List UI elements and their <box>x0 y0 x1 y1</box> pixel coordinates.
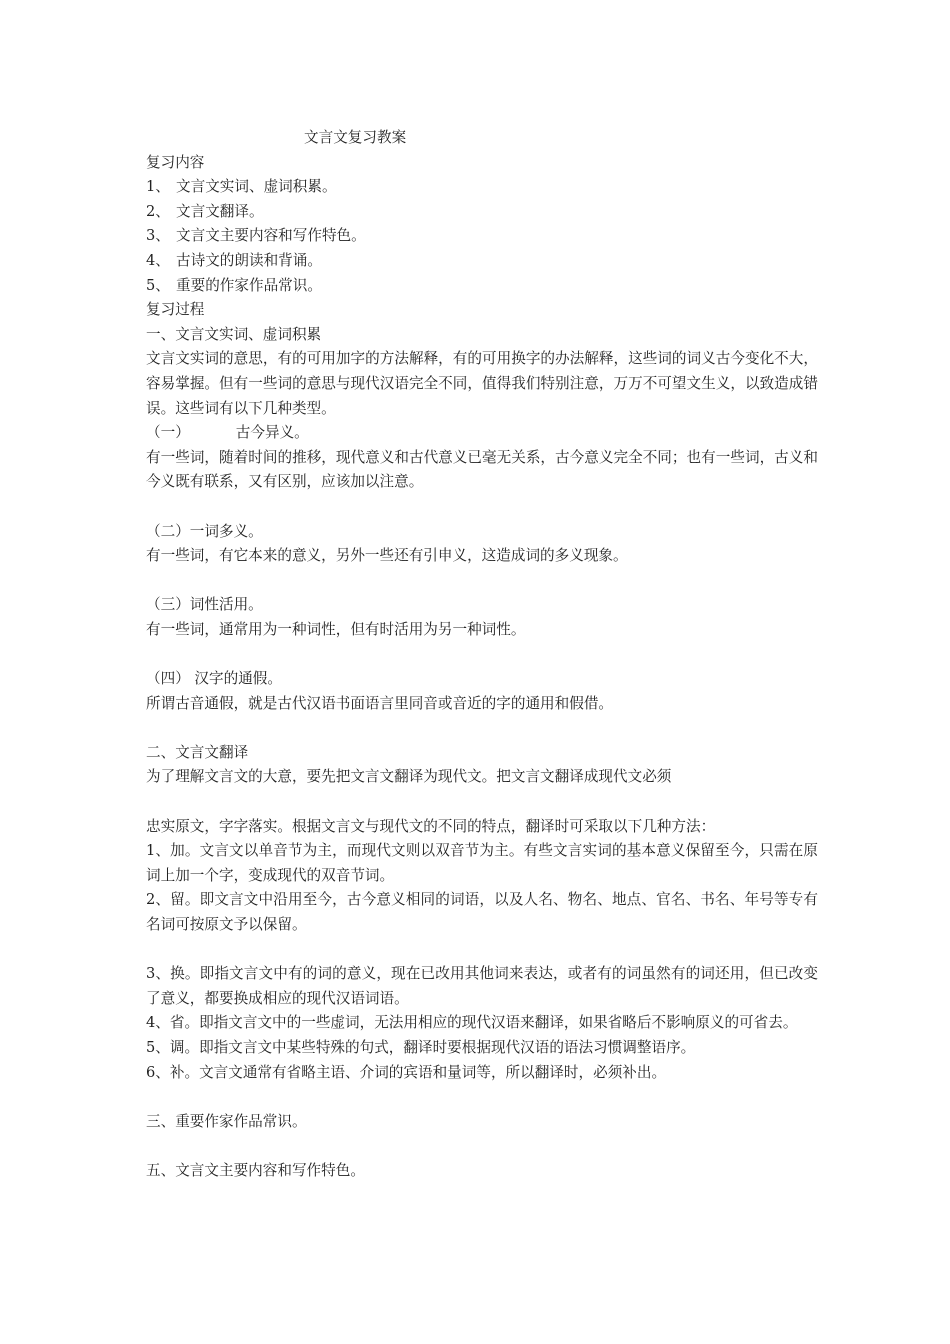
type-title: 汉字的通假。 <box>189 670 282 688</box>
type3-desc: 有一些词，通常用为一种词性，但有时活用为另一种词性。 <box>146 620 526 638</box>
method-supplement: 6、补。文言文通常有省略主语、介词的宾语和量词等，所以翻译时，必须补出。 <box>146 1063 667 1081</box>
section1-intro: 文言文实词的意思，有的可用加字的方法解释，有的可用换字的办法解释，这些词的词义古今变化不大，容易掌握。但有一些词的意思与现代汉语完全不同，值得我们特别注意，万万不可望文生义，以致造成错误。这些词有以下几种类型。 <box>146 350 818 417</box>
review-item-text: 文言文翻译。 <box>176 202 264 220</box>
document-title: 文言文复习教案 <box>304 129 407 146</box>
method-add: 1、加。文言文以单音节为主，而现代文则以双音节为主。有些文言实词的基本意义保留至今，只需在原词上加一个字，变成现代的双音节词。 <box>146 842 818 884</box>
type1-desc: 有一些词，随着时间的推移，现代意义和古代意义已毫无关系，古今意义完全不同；也有一些词，古义和今义既有联系，又有区别，应该加以注意。 <box>146 448 818 491</box>
type-label: （二） <box>146 522 190 540</box>
type-label: （四） <box>146 670 190 688</box>
type4-desc: 所谓古音通假，就是古代汉语书面语言里同音或音近的字的通用和假借。 <box>146 694 614 712</box>
document-page <box>146 126 818 1184</box>
review-item-5 <box>146 274 818 299</box>
type3-heading <box>146 593 818 618</box>
review-item-text: 文言文主要内容和写作特色。 <box>176 227 366 245</box>
review-item-3 <box>146 224 818 249</box>
review-item-text: 古诗文的朗读和背诵。 <box>176 251 322 269</box>
review-item-number: 4、 <box>146 251 170 269</box>
review-item-1 <box>146 175 818 200</box>
section2-intro-1: 为了理解文言文的大意，要先把文言文翻译为现代文。把文言文翻译成现代文必须 <box>146 768 672 786</box>
type4-heading <box>146 667 818 692</box>
type-title: 词性活用。 <box>189 596 263 614</box>
type-label: （一） <box>146 424 190 442</box>
review-item-number: 1、 <box>146 178 170 196</box>
section1-heading: 一、文言文实词、虚词积累 <box>146 325 322 343</box>
review-item-number: 5、 <box>146 276 170 294</box>
review-item-2 <box>146 200 818 225</box>
review-process-heading: 复习过程 <box>146 301 205 319</box>
review-item-text: 文言文实词、虚词积累。 <box>176 178 337 196</box>
review-item-number: 3、 <box>146 227 170 245</box>
method-keep: 2、留。即文言文中沿用至今，古今意义相同的词语，以及人名、物名、地点、官名、书名、年号等专有名词可按原文予以保留。 <box>146 891 818 933</box>
type2-heading <box>146 520 818 545</box>
method-omit: 4、省。即指文言文中的一些虚词，无法用相应的现代汉语来翻译，如果省略后不影响原义的可省去。 <box>146 1014 798 1032</box>
type1-heading <box>146 421 818 446</box>
section2-intro-2: 忠实原文，字字落实。根据文言文与现代文的不同的特点，翻译时可采取以下几种方法： <box>146 817 716 835</box>
review-item-text: 重要的作家作品常识。 <box>176 276 322 294</box>
method-replace: 3、换。即指文言文中有的词的意义，现在已改用其他词来表达，或者有的词虽然有的词还用，但已改变了意义，都要换成相应的现代汉语词语。 <box>146 965 818 1007</box>
section3-heading: 三、重要作家作品常识。 <box>146 1112 307 1130</box>
review-item-4 <box>146 249 818 274</box>
type-title: 古今异义。 <box>235 424 309 442</box>
section2-heading: 二、文言文翻译 <box>146 743 249 761</box>
method-reorder: 5、调。即指文言文中某些特殊的句式，翻译时要根据现代汉语的语法习惯调整语序。 <box>146 1038 696 1056</box>
type-label: （三） <box>146 596 190 614</box>
review-content-heading: 复习内容 <box>146 153 205 171</box>
review-item-number: 2、 <box>146 202 170 220</box>
section5-heading: 五、文言文主要内容和写作特色。 <box>146 1161 365 1179</box>
type-title: 一词多义。 <box>189 522 263 540</box>
type2-desc: 有一些词，有它本来的意义，另外一些还有引申义，这造成词的多义现象。 <box>146 547 628 565</box>
